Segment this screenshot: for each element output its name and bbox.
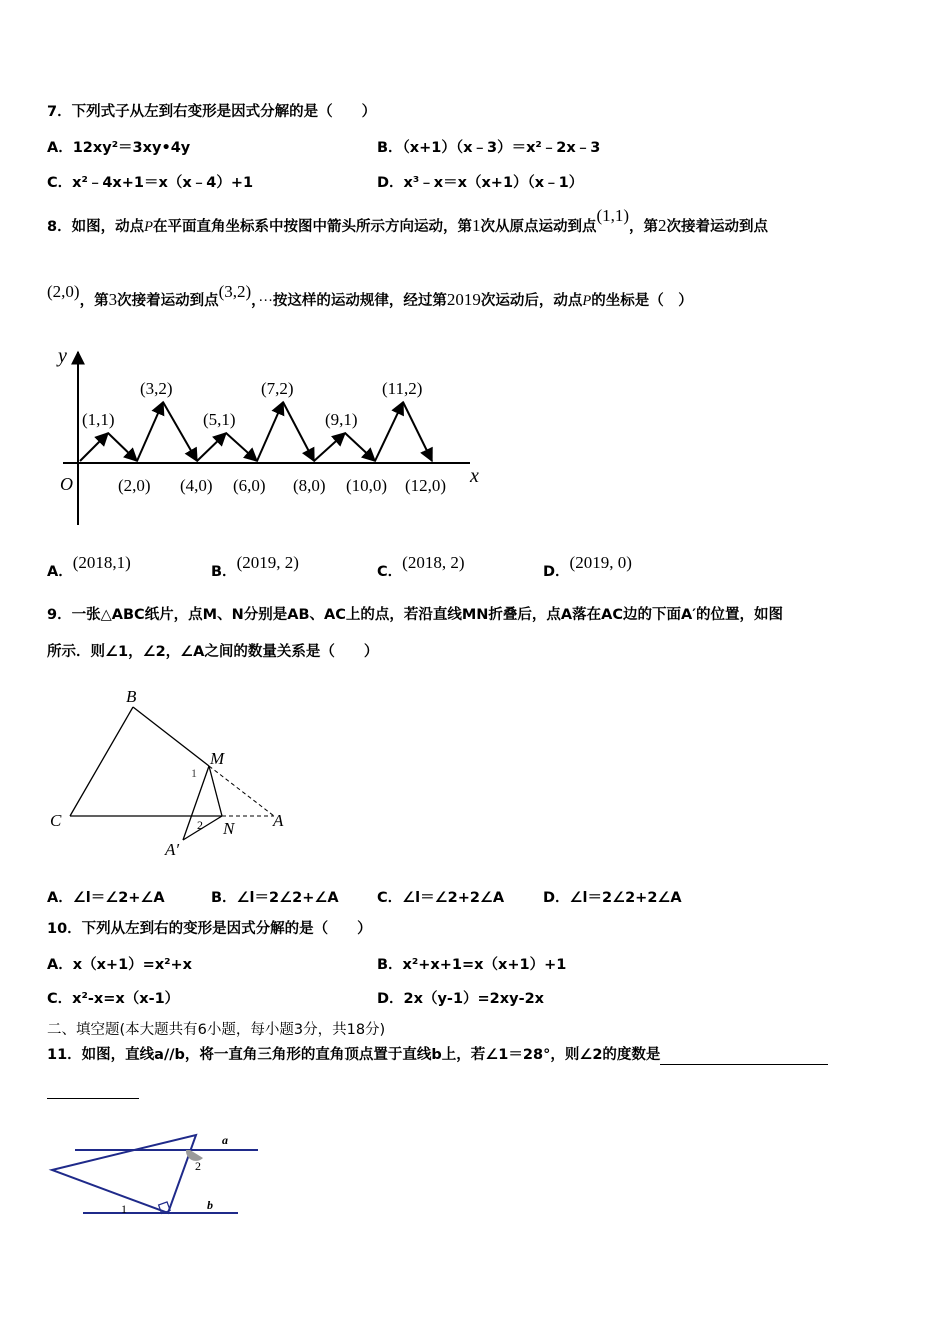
q8-y-label: y bbox=[58, 345, 67, 367]
section-2-heading: 二、填空题(本大题共有6小题，每小题3分，共18分) bbox=[47, 1022, 386, 1038]
q11-label-a: a bbox=[222, 1133, 228, 1147]
q8-x-label: x bbox=[470, 465, 479, 487]
q8-peak-label: (9,1) bbox=[325, 410, 358, 429]
q8-base-label: (8,0) bbox=[293, 476, 326, 495]
q8-origin-label: O bbox=[60, 474, 73, 494]
q8-base-label: (10,0) bbox=[346, 476, 388, 495]
q8-option-a[interactable]: A．(2018,1) bbox=[47, 553, 131, 580]
q9-label-b: B bbox=[126, 687, 137, 706]
q8-base-label: (4,0) bbox=[180, 476, 213, 495]
q9-label-a: A bbox=[273, 811, 284, 830]
q7-option-c[interactable]: C．x²﹣4x+1＝x（x﹣4）+1 bbox=[47, 175, 254, 191]
q9-label-n: N bbox=[223, 819, 235, 838]
q8-peak-label: (11,2) bbox=[382, 379, 423, 398]
q7-option-b[interactable]: B．（x+1）（x﹣3）＝x²﹣2x﹣3 bbox=[377, 140, 601, 156]
q9-stem-line2: 所示．则∠1，∠2，∠A之间的数量关系是（ ） bbox=[47, 644, 379, 660]
q7-stem: 7．下列式子从左到右变形是因式分解的是（ ） bbox=[47, 104, 377, 120]
q9-option-d[interactable]: D．∠l＝2∠2+2∠A bbox=[543, 890, 682, 906]
q10-stem: 10．下列从左到右的变形是因式分解的是（ ） bbox=[47, 921, 372, 937]
q8-peak-label: (5,1) bbox=[203, 410, 236, 429]
q8-peak-label: (7,2) bbox=[261, 379, 294, 398]
q8-stem-line2: (2,0)，第3次接着运动到点(3,2)，···按这样的运动规律，经过第2019次运动后，动点P的坐标是（ ） bbox=[47, 282, 693, 309]
q9-option-a[interactable]: A．∠l＝∠2+∠A bbox=[47, 890, 165, 906]
q11-angle1-label: 1 bbox=[121, 1202, 127, 1216]
q8-base-label: (12,0) bbox=[405, 476, 447, 495]
q7-option-d[interactable]: D．x³﹣x＝x（x+1）（x﹣1） bbox=[377, 175, 584, 191]
q11-angle2-label: 2 bbox=[195, 1159, 201, 1173]
q11-stem: 11．如图，直线a//b，将一直角三角形的直角顶点置于直线b上，若∠1＝28°，则∠2的度数是 bbox=[47, 1045, 828, 1065]
q8-option-c[interactable]: C．(2018, 2) bbox=[377, 553, 465, 580]
q11-label-b: b bbox=[207, 1198, 213, 1212]
q8-base-label: (2,0) bbox=[118, 476, 151, 495]
q9-stem-line1: 9．一张△ABC纸片，点M、N分别是AB、AC上的点，若沿直线MN折叠后，点A落在AC边的下面A′的位置，如图 bbox=[47, 607, 784, 623]
q9-label-c: C bbox=[50, 811, 62, 830]
q9-label-m: M bbox=[210, 749, 225, 768]
q8-stem-line1: 8．如图，动点P在平面直角坐标系中按图中箭头所示方向运动，第1次从原点运动到点(1,1)，第2次接着运动到点 bbox=[47, 206, 769, 235]
q8-option-b[interactable]: B．(2019, 2) bbox=[211, 553, 299, 580]
q9-label-a-prime: A′ bbox=[165, 840, 180, 859]
q9-option-b[interactable]: B．∠l＝2∠2+∠A bbox=[211, 890, 339, 906]
q8-peak-label: (1,1) bbox=[82, 410, 115, 429]
q8-option-d[interactable]: D．(2019, 0) bbox=[543, 553, 632, 580]
q9-angle1-label: 1 bbox=[191, 766, 197, 780]
q9-option-c[interactable]: C．∠l＝∠2+2∠A bbox=[377, 890, 505, 906]
q10-option-a[interactable]: A．x（x+1）=x²+x bbox=[47, 957, 193, 973]
q10-option-b[interactable]: B．x²+x+1=x（x+1）+1 bbox=[377, 957, 567, 973]
q9-angle2-label: 2 bbox=[197, 818, 203, 832]
q8-base-label: (6,0) bbox=[233, 476, 266, 495]
q10-option-c[interactable]: C．x²-x=x（x-1） bbox=[47, 991, 180, 1007]
q8-peak-label: (3,2) bbox=[140, 379, 173, 398]
q10-option-d[interactable]: D．2x（y-1）=2xy-2x bbox=[377, 991, 545, 1007]
q7-option-a[interactable]: A．12xy²＝3xy•4y bbox=[47, 140, 191, 156]
